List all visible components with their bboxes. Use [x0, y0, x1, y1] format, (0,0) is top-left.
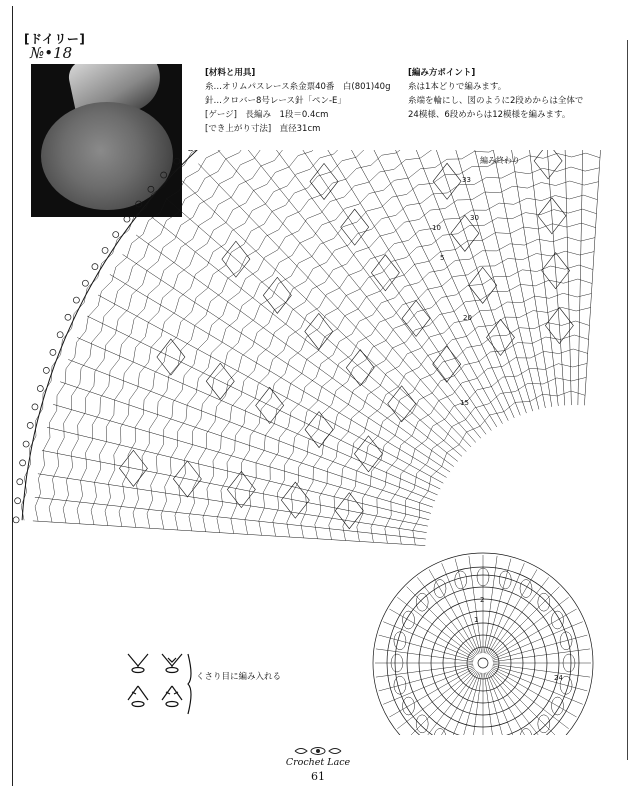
row-number-label: 30	[470, 214, 479, 222]
materials-block	[205, 66, 390, 136]
materials-heading: [材料と用具]	[205, 68, 256, 78]
section-title: [ドイリー]	[24, 32, 86, 46]
materials-yarn: 糸…オリムパスレース糸金票40番 白(801)40g	[205, 82, 391, 92]
row-number-label: 33	[462, 176, 471, 184]
chart-strokes	[13, 150, 613, 735]
materials-size: [でき上がり寸法] 直径31cm	[205, 124, 321, 134]
row-number-label: 1	[474, 616, 479, 624]
row-number-label: 10	[432, 224, 441, 232]
points-line-2: 糸端を輪にし、図のように2段めからは全体で	[408, 96, 584, 106]
materials-gauge: [ゲージ] 長編み 1段＝0.4cm	[205, 110, 329, 120]
row-number-label: 20	[463, 314, 472, 322]
ornament-icon	[293, 746, 343, 756]
crochet-chart	[0, 150, 636, 735]
row-number-label: 15	[460, 399, 469, 407]
points-heading: [編み方ポイント]	[408, 68, 476, 78]
pattern-number: №•18	[30, 44, 73, 62]
points-line-3: 24模様、6段めからは12模様を編みます。	[408, 110, 571, 120]
points-line-1: 糸は1本どりで編みます。	[408, 82, 507, 92]
row-number-label: 2	[480, 596, 485, 604]
row-number-label: 5	[440, 254, 445, 262]
end-label: 編み終わり	[480, 156, 520, 165]
footer-brand: Crochet Lace	[285, 757, 351, 768]
materials-hook: 針…クロバー8号レース針「ペン-E」	[205, 96, 346, 106]
stitch-legend	[124, 648, 194, 718]
points-block	[408, 66, 583, 122]
row-number-label: 24	[554, 674, 563, 682]
page-number: 61	[311, 770, 325, 783]
legend-text: くさり目に編み入れる	[196, 672, 282, 682]
